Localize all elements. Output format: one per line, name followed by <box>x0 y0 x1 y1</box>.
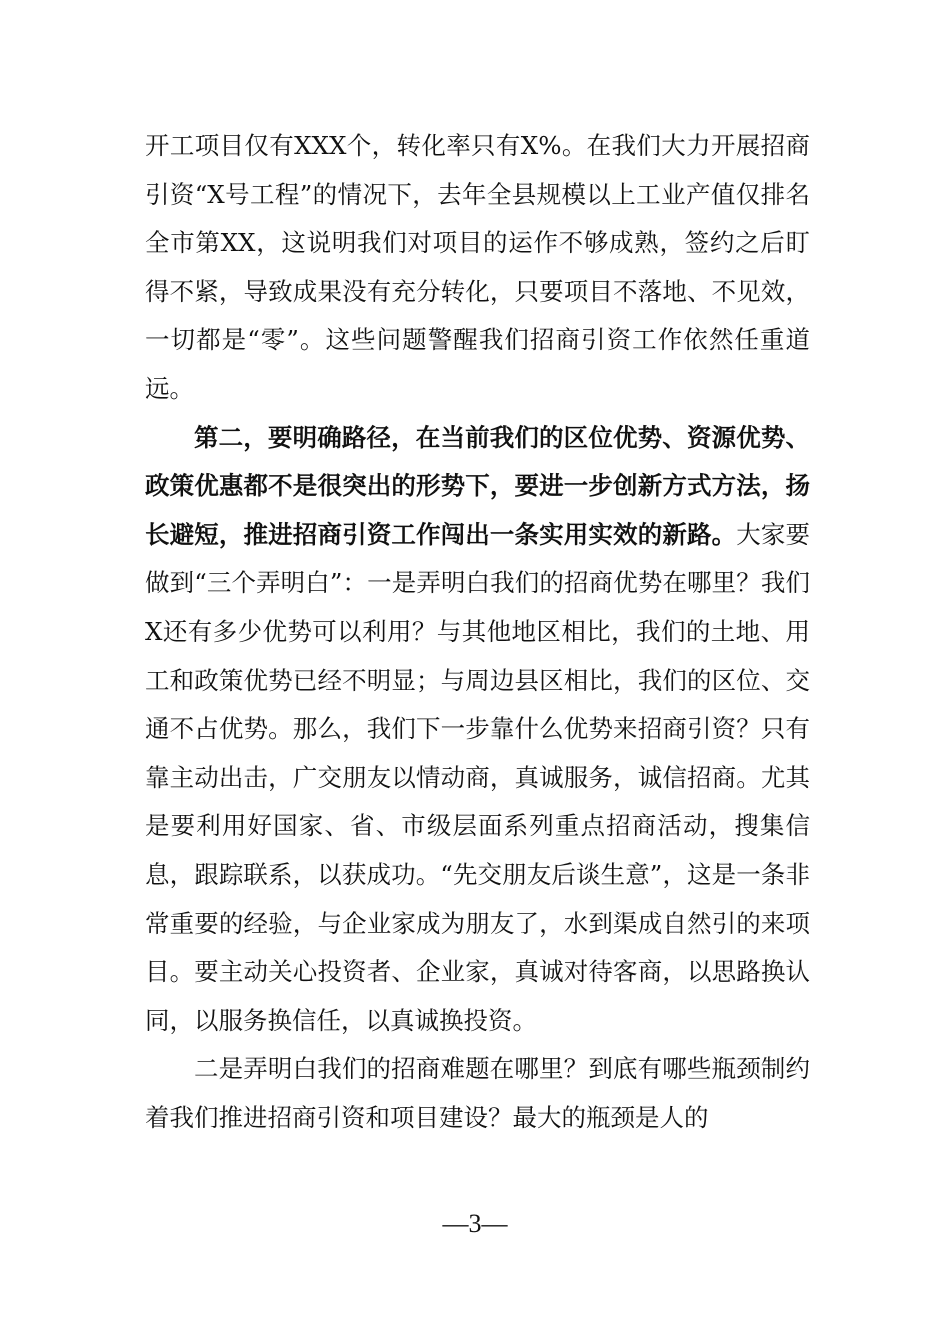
paragraph-3-text: 二是弄明白我们的招商难题在哪里？到底有哪些瓶颈制约着我们推进招商引资和项目建设？最大的瓶颈是人的 <box>145 1054 810 1132</box>
paragraph-3 <box>145 1045 810 1142</box>
paragraph-2-bold-lead: 第二，要明确路径，在当前我们的区位优势、资源优势、政策优惠都不是很突出的形势下，要进一步创新方式方法，扬长避短，推进招商引资工作闯出一条实用实效的新路。 <box>145 422 810 549</box>
paragraph-2 <box>145 414 810 1046</box>
paragraph-1-text: 开工项目仅有XXX个，转化率只有X%。在我们大力开展招商引资“X号工程”的情况下，去年全县规模以上工业产值仅排名全市第XX，这说明我们对项目的运作不够成熟，签约之后盯得不紧，导致成果没有充分转化，只要项目不落地、不见效，一切都是“零”。这些问题警醒我们招商引资工作依然任重道远。 <box>145 131 810 403</box>
paragraph-1 <box>145 122 810 414</box>
document-body <box>145 122 810 1142</box>
page-number: —3— <box>442 1209 508 1238</box>
paragraph-2-text: 大家要做到“三个弄明白”：一是弄明白我们的招商优势在哪里？我们X还有多少优势可以利用？与其他地区相比，我们的土地、用工和政策优势已经不明显；与周边县区相比，我们的区位、交通不占优势。那么，我们下一步靠什么优势来招商引资？只有靠主动出击，广交朋友以情动商，真诚服务，诚信招商。尤其是要利用好国家、省、市级层面系列重点招商活动，搜集信息，跟踪联系，以获成功。“先交朋友后谈生意”，这是一条非常重要的经验，与企业家成为朋友了，水到渠成自然引的来项目。要主动关心投资者、企业家，真诚对待客商，以思路换认同，以服务换信任，以真诚换投资。 <box>145 519 811 1035</box>
